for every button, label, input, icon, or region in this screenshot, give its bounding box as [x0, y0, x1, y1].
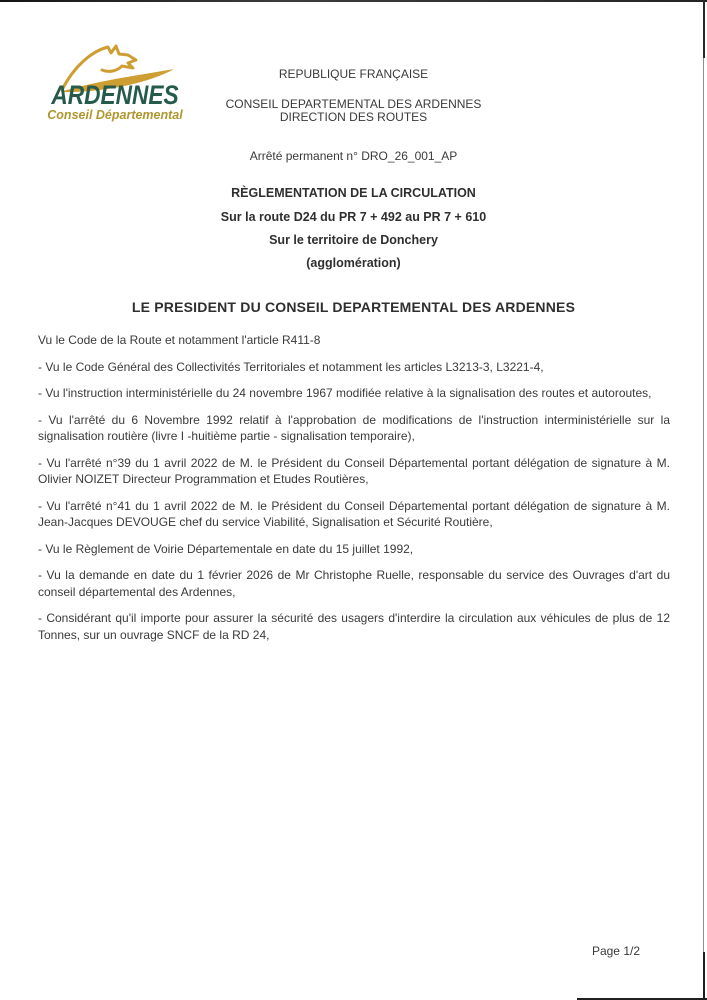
body-paragraph: Vu le Code de la Route et notamment l'article R411-8: [38, 333, 321, 347]
republic-line: REPUBLIQUE FRANÇAISE: [278, 67, 429, 81]
body-paragraph: - Vu l'arrêté du 6 Novembre 1992 relatif à l'approbation de modifications de l'instruction interministérielle sur la signalisation routière (livre I -huitième partie - signalisation temporaire),: [38, 412, 670, 443]
scan-artifact-right-edge-top: [703, 0, 705, 58]
scan-artifact-top-edge: [0, 0, 707, 2]
title-regulation: RÈGLEMENTATION DE LA CIRCULATION: [231, 186, 476, 200]
org-line-2: DIRECTION DES ROUTES: [279, 110, 428, 124]
body-paragraphs: [38, 332, 670, 653]
body-paragraph: - Vu l'arrêté n°39 du 1 avril 2022 de M. le Président du Conseil Départemental portant délégation de signature à M. Olivier NOIZET Directeur Programmation et Etudes Routières,: [38, 455, 670, 486]
body-paragraph: - Vu l'arrêté n°41 du 1 avril 2022 de M. le Président du Conseil Départemental portant délégation de signature à M. Jean-Jacques DEVOUGE chef du service Viabilité, Signalisation et Sécurité Routière,: [38, 498, 670, 529]
body-paragraph: - Considérant qu'il importe pour assurer la sécurité des usagers d'interdire la circulation aux véhicules de plus de 12 Tonnes, sur un ouvrage SNCF de la RD 24,: [38, 611, 670, 642]
logo-name: ARDENNES: [51, 80, 179, 110]
logo-subtitle: Conseil Départemental: [47, 108, 183, 122]
page-indicator: Page 1/2: [591, 944, 640, 958]
body-paragraph: - Vu le Règlement de Voirie Départementale en date du 15 juillet 1992,: [38, 541, 414, 556]
title-agglomeration: (agglomération): [306, 256, 401, 270]
body-paragraph: - Vu le Code Général des Collectivités Territoriales et notamment les articles L3213-3, L3221-4,: [38, 359, 544, 374]
org-line-1: CONSEIL DEPARTEMENTAL DES ARDENNES: [225, 97, 482, 111]
president-heading: LE PRESIDENT DU CONSEIL DEPARTEMENTAL DES ARDENNES: [131, 299, 576, 315]
scan-artifact-right-edge-bottom: [703, 952, 705, 1000]
title-territory: Sur le territoire de Donchery: [269, 233, 438, 247]
arrete-reference: Arrêté permanent n° DRO_26_001_AP: [249, 149, 458, 163]
title-route: Sur la route D24 du PR 7 + 492 au PR 7 + 610: [220, 210, 487, 224]
body-paragraph: - Vu la demande en date du 1 février 2026 de Mr Christophe Ruelle, responsable du service des Ouvrages d'art du conseil départemental des Ardennes,: [38, 568, 670, 599]
body-paragraph: - Vu l'instruction interministérielle du 24 novembre 1967 modifiée relative à la signalisation des routes et autoroutes,: [38, 386, 652, 400]
